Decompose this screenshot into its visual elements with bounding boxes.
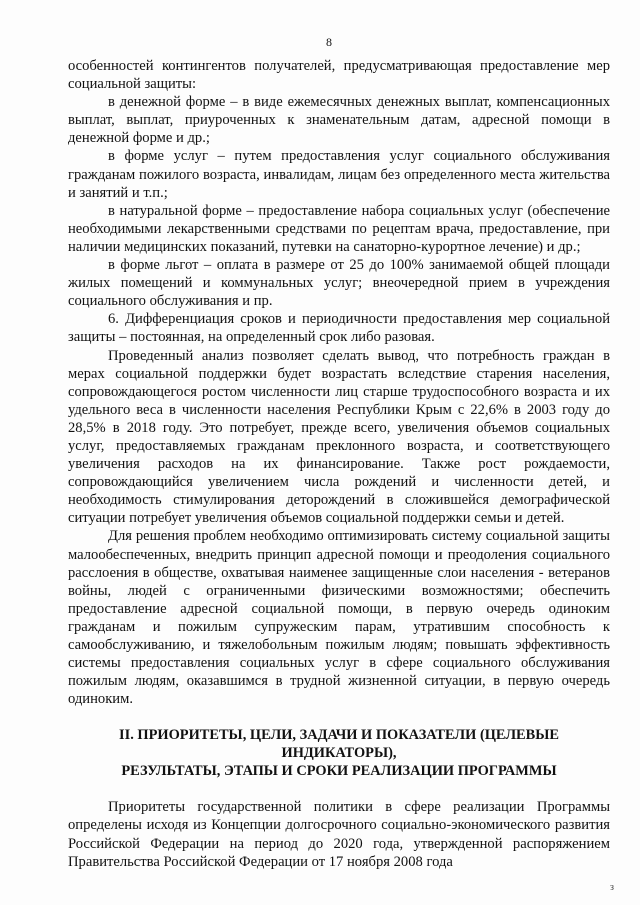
paragraph: Приоритеты государственной политики в сфере реализации Программы определены исходя из Концепции долгосрочного социально-экономического развития Российской Федерации на период до 2020 года, утвержденной распоряжением Правительства Российской Федерации от 17 ноября 2008 года <box>68 799 610 870</box>
paragraph: Для решения проблем необходимо оптимизировать систему социальной защиты малообеспеченных, внедрить принцип адресной помощи и преодоления социального расслоения в обществе, охватывая наименее защищенные слои населения - ветеранов войны, людей с ограниченными физическими возможностями; обеспечить предоставление адресной социальной помощи, в первую очередь одиноким гражданам и пожилым супружеским парам, утратившим способность к самообслуживанию, и тяжелобольным пожилым людям; повышать эффективность системы предоставления социальных услуг в сфере социального обслуживания пожилым людям, оказавшимся в трудной жизненной ситуации, в первую очередь одиноким. <box>68 528 610 708</box>
paragraph: в денежной форме – в виде ежемесячных денежных выплат, компенсационных выплат, выплат, приуроченных к знаменательным датам, адресной помощи в денежной форме и др.; <box>68 94 610 147</box>
paragraph: в натуральной форме – предоставление набора социальных услуг (обеспечение необходимыми лекарственными средствами по рецептам врача, предоставление, при наличии медицинских показаний, путевки на санаторно-курортное лечение) и др.; <box>68 202 610 255</box>
body-text-before <box>68 57 610 708</box>
paragraph: 6. Дифференциация сроков и периодичности предоставления мер социальной защиты – постоянная, на определенный срок либо разовая. <box>68 311 610 346</box>
body-text-after <box>68 798 610 870</box>
section-heading-line: РЕЗУЛЬТАТЫ, ЭТАПЫ И СРОКИ РЕАЛИЗАЦИИ ПРОГРАММЫ <box>121 763 557 780</box>
paragraph: в форме услуг – путем предоставления услуг социального обслуживания гражданам пожилого возраста, инвалидам, лицам без определенного места жительства и занятий и т.п.; <box>68 148 610 201</box>
section-heading <box>68 726 610 780</box>
paragraph: в форме льгот – оплата в размере от 25 до 100% занимаемой общей площади жилых помещений и коммунальных услуг; внеочередной прием в учреждения социального обслуживания и пр. <box>68 257 610 310</box>
paragraph: Проведенный анализ позволяет сделать вывод, что потребность граждан в мерах социальной поддержки будет возрастать вследствие старения населения, сопровождающегося ростом численности лиц старше трудоспособного возраста и их удельного веса в численности населения Республики Крым с 22,6% в 2003 году до 28,5% в 2018 году. Это потребует, прежде всего, увеличения объемов социальных услуг, предоставляемых гражданам преклонного возраста, и соответствующего увеличения расходов на их финансирование. Также рост рождаемости, сопровождающийся увеличением числа рождений и численности детей, и необходимость стимулирования деторождений в сложившейся демографической ситуации потребует увеличения объемов социальной поддержки семьи и детей. <box>68 347 610 527</box>
corner-mark: з <box>610 882 614 893</box>
section-heading-line: II. ПРИОРИТЕТЫ, ЦЕЛИ, ЗАДАЧИ И ПОКАЗАТЕЛИ (ЦЕЛЕВЫЕ ИНДИКАТОРЫ), <box>119 727 559 762</box>
page-number: 8 <box>326 35 332 49</box>
paragraph: особенностей контингентов получателей, предусматривающая предоставление мер социальной защиты: <box>68 58 610 93</box>
